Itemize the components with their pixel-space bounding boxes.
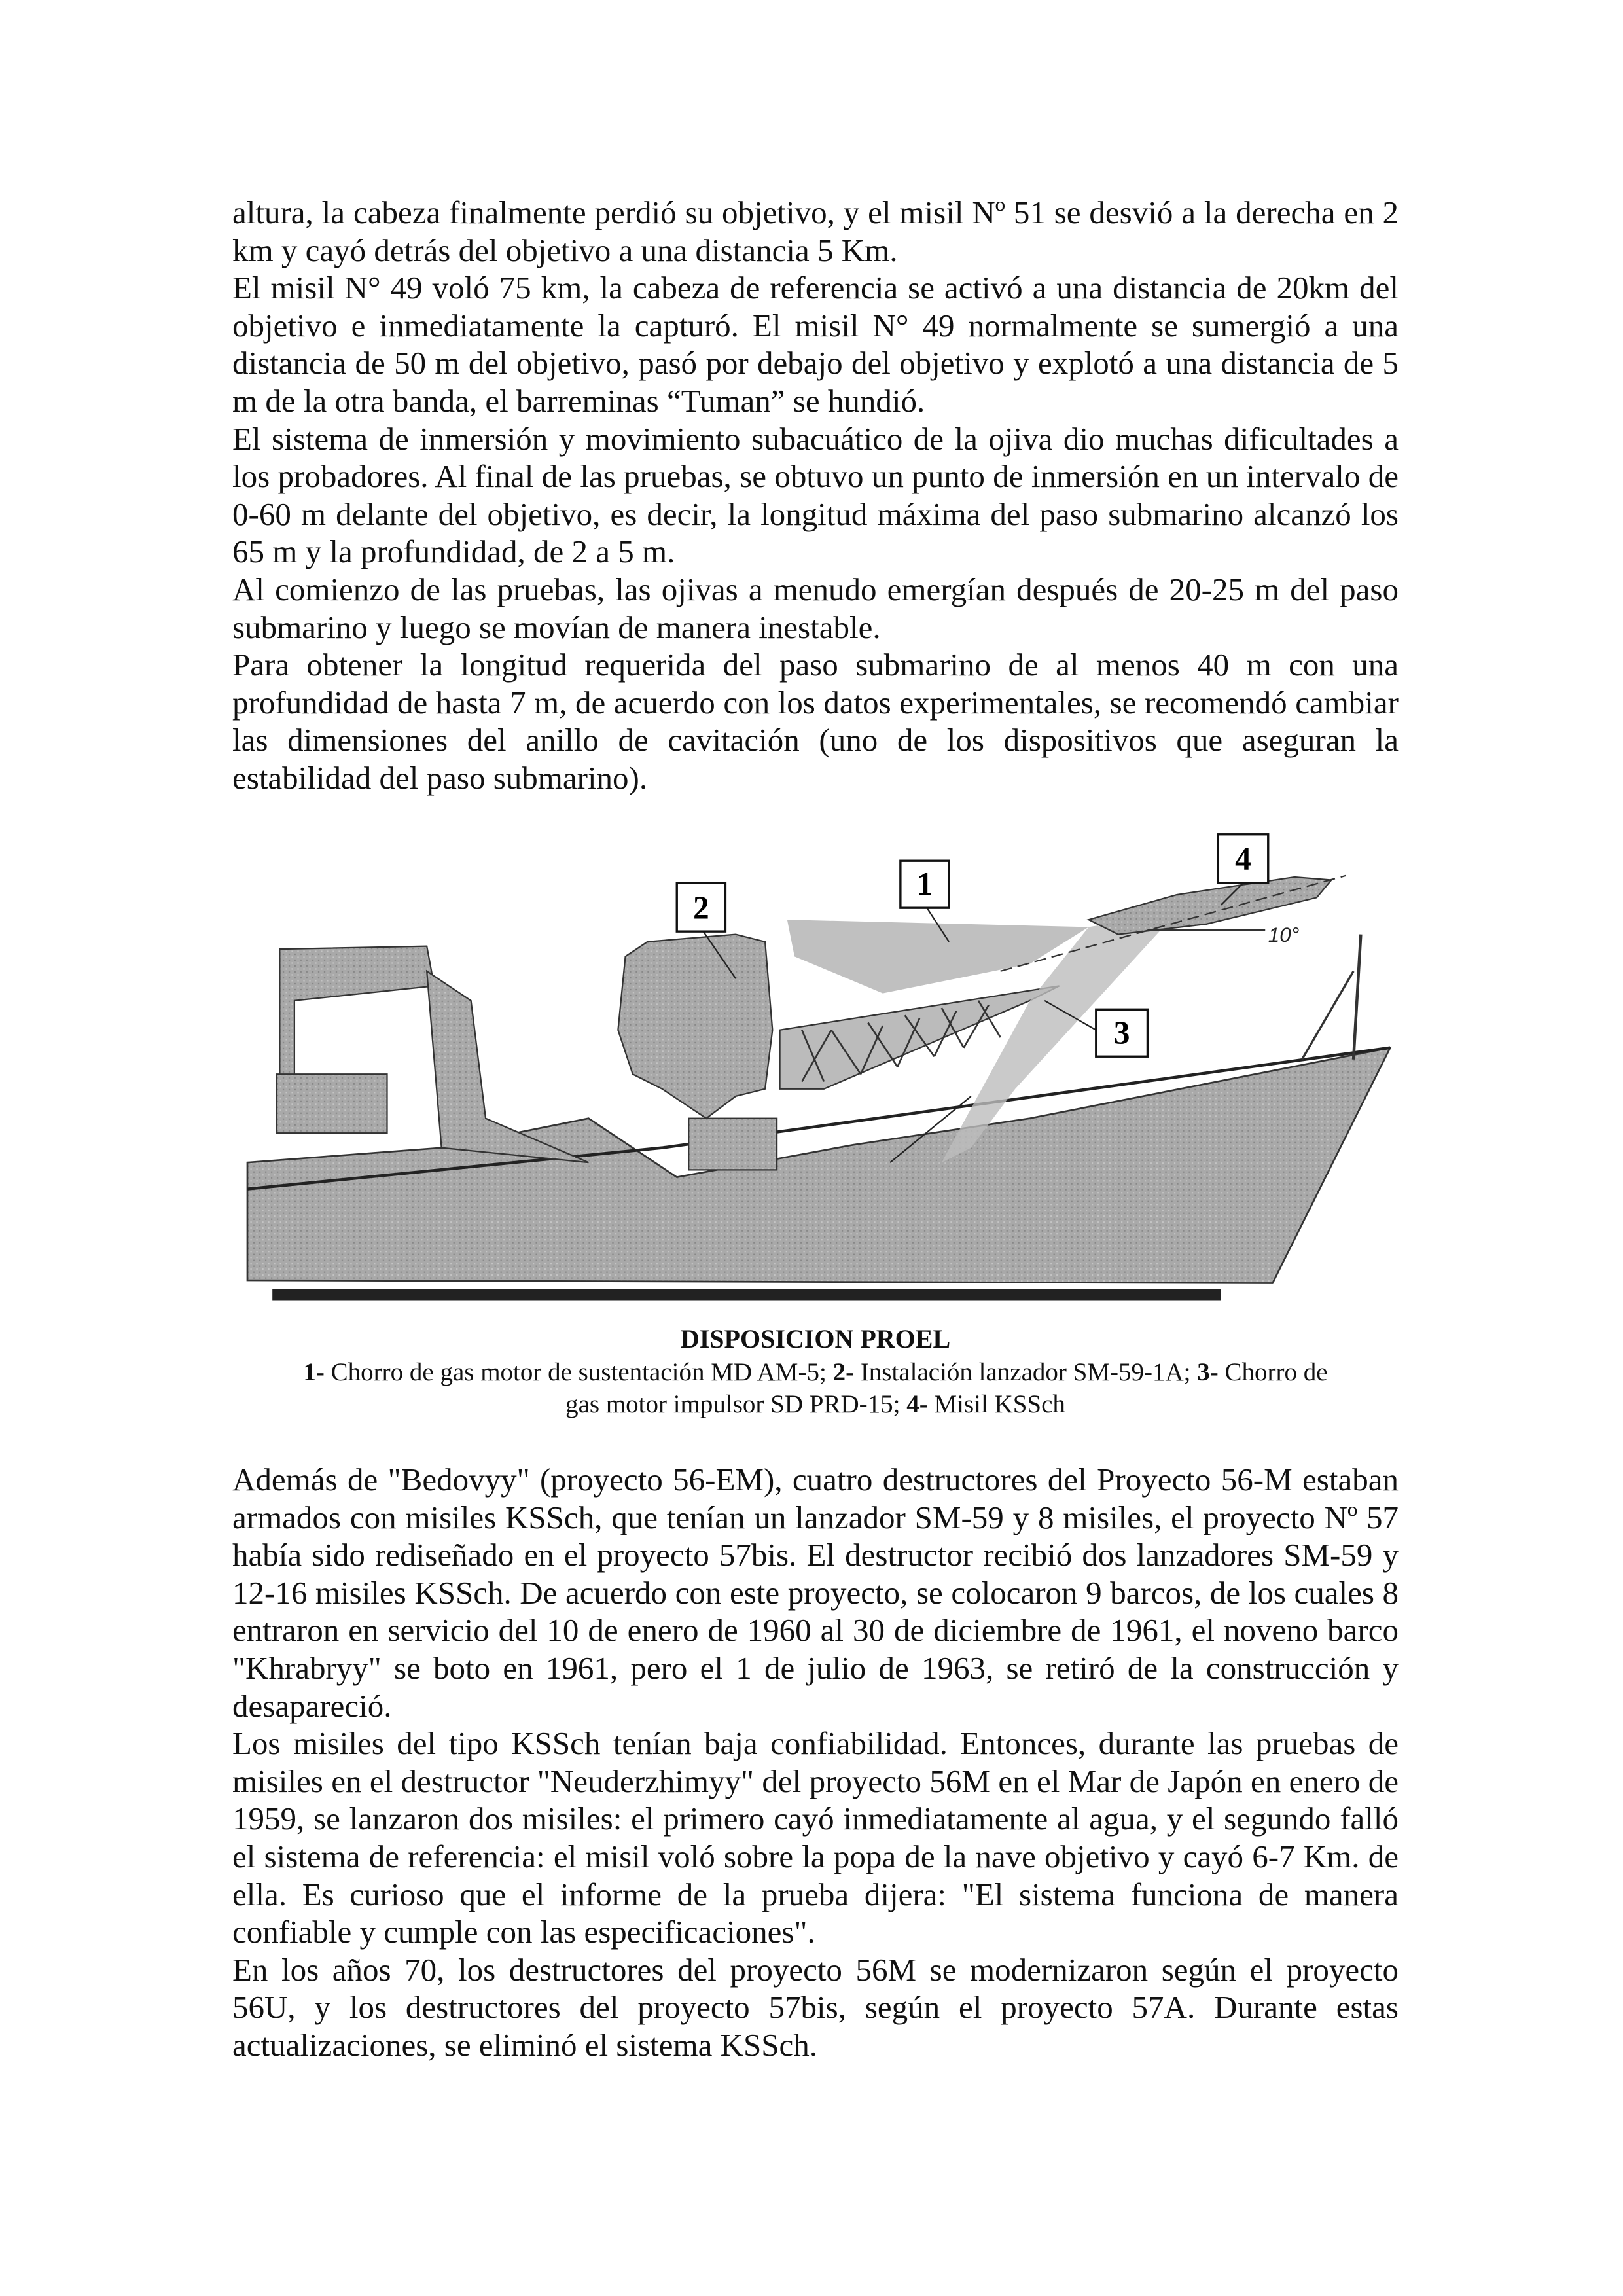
ship-launcher-figure xyxy=(236,824,1412,1310)
paragraph: El sistema de inmersión y movimiento subacuático de la ojiva dio muchas dificultades a los probadores. Al final de las pruebas, se obtuvo un punto de inmersión en un intervalo de 0-60 m delante del objetivo, es decir, la longitud máxima del paso submarino alcanzó los 65 m y la profundidad, de 2 a 5 m. xyxy=(232,420,1399,570)
caption-text: Instalación lanzador SM-59-1A; xyxy=(854,1358,1198,1386)
callout-label-4 xyxy=(1218,834,1268,883)
svg-text:2: 2 xyxy=(692,889,709,925)
caption-num: 1- xyxy=(303,1358,325,1386)
figure-caption-title: DISPOSICION PROEL xyxy=(680,1324,951,1354)
caption-num: 2- xyxy=(832,1358,855,1386)
paragraph: Al comienzo de las pruebas, las ojivas a menudo emergían después de 20-25 m del paso submarino y luego se movían de manera inestable. xyxy=(232,571,1399,645)
callout-label-2 xyxy=(677,883,725,931)
paragraph: El misil N° 49 voló 75 km, la cabeza de referencia se activó a una distancia de 20km del objetivo e inmediatamente la capturó. El misil N° 49 normalmente se sumergió a una distancia de 50 m del objetivo, pasó por debajo del objetivo y explotó a una distancia de 5 m de la otra banda, el barreminas “Tuman” se hundió. xyxy=(232,270,1399,419)
callout-label-3 xyxy=(1096,1009,1148,1056)
callout-label-1 xyxy=(901,861,949,908)
paragraph: Los misiles del tipo KSSch tenían baja confiabilidad. Entonces, durante las pruebas de misiles en el destructor "Neuderzhimyy" del proyecto 56M en el Mar de Japón en enero de 1959, se lanzaron dos misiles: el primero cayó inmediatamente al agua, y el segundo falló el sistema de referencia: el misil voló sobre la popa de la nave objetivo y cayó 6-7 Km. de ella. Es curioso que el informe de la prueba dijera: "El sistema funciona de manera confiable y cumple con las especificaciones". xyxy=(232,1725,1399,1950)
svg-text:4: 4 xyxy=(1235,840,1251,877)
waterline-band xyxy=(272,1289,1221,1301)
caption-text: Chorro de gas motor impulsor SD PRD-15; xyxy=(565,1358,1328,1418)
caption-text: Misil KSSch xyxy=(927,1390,1065,1418)
paragraph: Además de "Bedovyy" (proyecto 56-EM), cuatro destructores del Proyecto 56-M estaban armados con misiles KSSch, que tenían un lanzador SM-59 y 8 misiles, el proyecto Nº 57 había sido rediseñado en el proyecto 57bis. El destructor recibió dos lanzadores SM-59 y 12-16 misiles KSSch. De acuerdo con este proyecto, se colocaron 9 barcos, de los cuales 8 entraron en servicio del 10 de enero de 1960 al 30 de diciembre de 1961, el noveno barco "Khrabryy" se boto en 1961, pero el 1 de julio de 1963, se retiró de la construcción y desapareció. xyxy=(232,1462,1399,1724)
angle-label: 10° xyxy=(1268,923,1300,946)
paragraph: En los años 70, los destructores del proyecto 56M se modernizaron según el proyecto 56U, y los destructores del proyecto 57bis, según el proyecto 57A. Durante estas actualizaciones, se eliminó el sistema KSSch. xyxy=(232,1951,1399,2063)
svg-text:3: 3 xyxy=(1113,1014,1130,1051)
paragraph: altura, la cabeza finalmente perdió su objetivo, y el misil Nº 51 se desvió a la derecha en 2 km y cayó detrás del objetivo a una distancia 5 Km. xyxy=(232,194,1399,268)
caption-text: Chorro de gas motor de sustentación MD AM-5; xyxy=(324,1358,833,1386)
svg-text:1: 1 xyxy=(916,865,933,902)
launcher-installation xyxy=(618,935,772,1119)
caption-num: 4- xyxy=(906,1390,928,1418)
gas-jet-1 xyxy=(787,920,1089,993)
body-text-bottom xyxy=(232,1461,1399,2064)
body-text-top xyxy=(232,194,1399,797)
figure-caption xyxy=(232,1356,1399,1420)
paragraph: Para obtener la longitud requerida del paso submarino de al menos 40 m con una profundidad de hasta 7 m, de acuerdo con los datos experimentales, se recomendó cambiar las dimensiones del anillo de cavitación (uno de los dispositivos que aseguran la estabilidad del paso submarino). xyxy=(232,647,1399,796)
caption-num: 3- xyxy=(1197,1358,1219,1386)
